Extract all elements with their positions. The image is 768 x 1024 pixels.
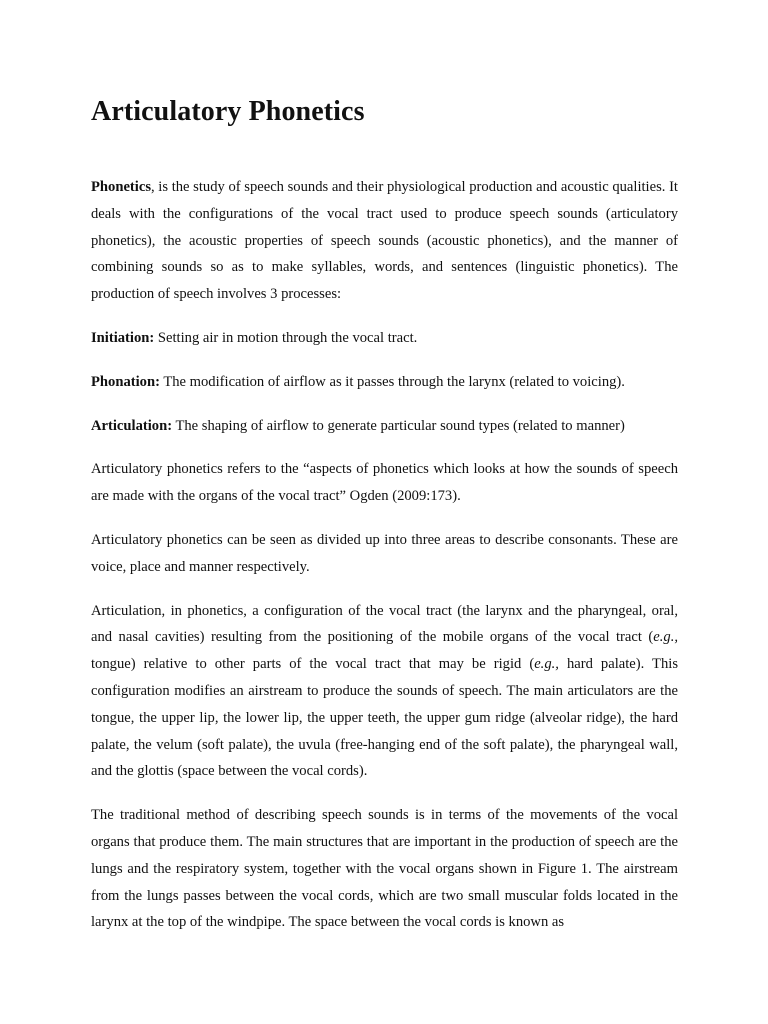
articulation-paragraph <box>91 598 678 786</box>
page-title: Articulatory Phonetics <box>91 96 365 127</box>
process-phonation <box>91 369 678 396</box>
areas-paragraph: Articulatory phonetics can be seen as divided up into three areas to describe consonants. These are voice, place and manner respectively. <box>91 531 678 575</box>
process-articulation <box>91 413 678 440</box>
traditional-paragraph: The traditional method of describing speech sounds is in terms of the movements of the vocal organs that produce them. The main structures that are important in the production of speech are the lungs and the respiratory system, together with the vocal organs shown in Figure 1. The airstream from the lungs passes between the vocal cords, which are two small muscular folds located in the larynx at the top of the windpipe. The space between the vocal cords is known as <box>91 807 678 931</box>
example-abbrev: e.g., <box>534 656 559 673</box>
intro-term: Phonetics <box>91 179 151 195</box>
process-term: Articulation: <box>91 417 173 434</box>
definition-paragraph: Articulatory phonetics refers to the “aspects of phonetics which looks at how the sounds of speech are made with the organs of the vocal tract” Ogden (2009:173). <box>91 461 678 505</box>
process-text: The shaping of airflow to generate particular sound types (related to manner) <box>172 417 625 434</box>
process-term: Initiation: <box>91 329 155 346</box>
articulation-text-3: hard palate). This configuration modifies an airstream to produce the sounds of speech. The main articulators are the tongue, the upper lip, the lower lip, the upper teeth, the upper gum ridge (alveolar ridge), the hard palate, the velum (soft palate), the uvula (free-hanging end of the soft palate), the pharyngeal wall, and the glottis (space between the vocal cords). <box>91 656 678 780</box>
articulation-text-1: Articulation, in phonetics, a configuration of the vocal tract (the larynx and the pharyngeal, oral, and nasal cavities) resulting from the positioning of the mobile organs of the vocal tract ( <box>91 602 678 646</box>
intro-text: , is the study of speech sounds and their physiological production and acoustic qualities. It deals with the configurations of the vocal tract used to produce speech sounds (articulatory phonetics), the acoustic properties of speech sounds (acoustic phonetics), and the manner of combining sounds so as to make syllables, words, and sentences (linguistic phonetics). The production of speech involves 3 processes: <box>91 179 678 303</box>
example-abbrev: e.g., <box>653 629 678 646</box>
document-body <box>91 92 678 953</box>
intro-paragraph <box>91 174 678 308</box>
articulation-text-2: tongue) relative to other parts of the vocal tract that may be rigid ( <box>91 656 535 673</box>
process-text: Setting air in motion through the vocal tract. <box>154 329 418 346</box>
process-term: Phonation: <box>91 373 160 390</box>
process-initiation <box>91 325 678 352</box>
process-text: The modification of airflow as it passes through the larynx (related to voicing). <box>159 373 625 390</box>
